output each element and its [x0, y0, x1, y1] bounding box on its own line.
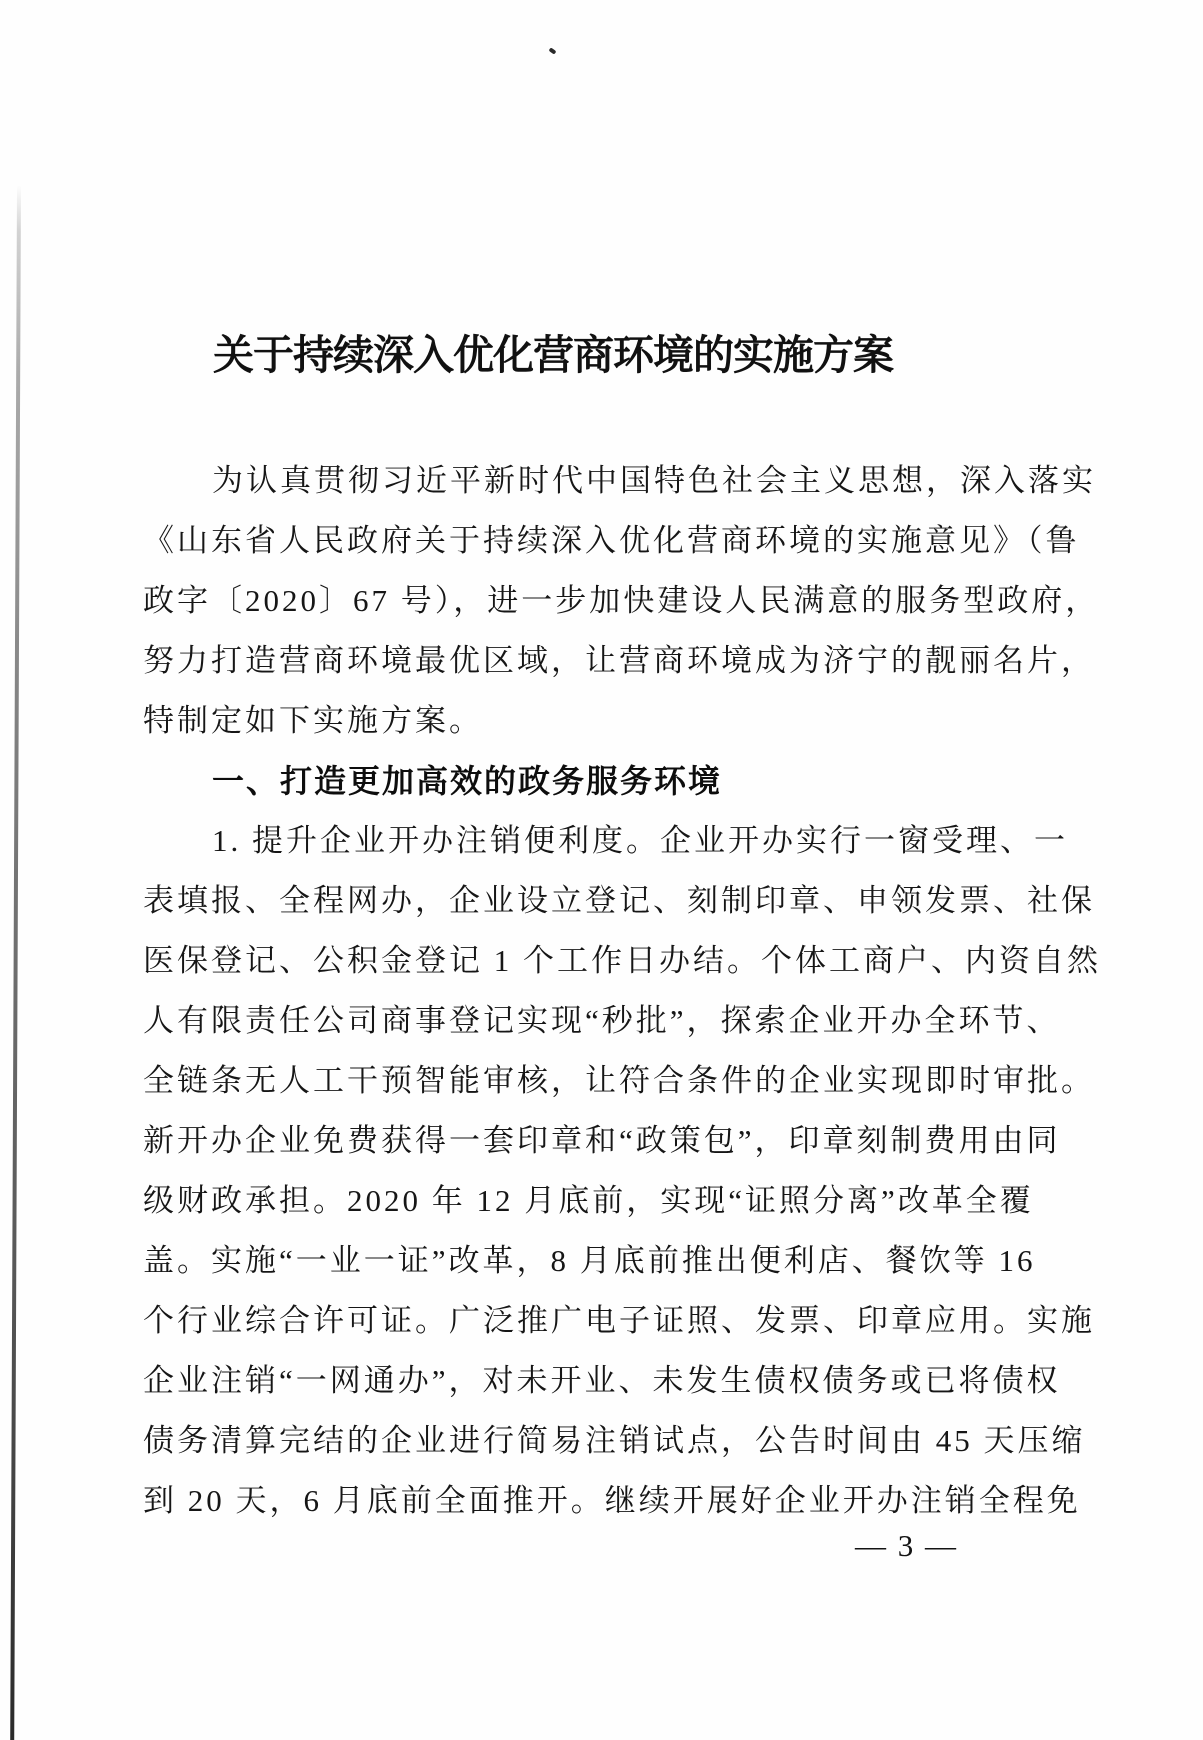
para2-line: 人有限责任公司商事登记实现“秒批”，探索企业开办全环节、 — [143, 1003, 1061, 1038]
page-number: — 3 — — [855, 1528, 958, 1563]
para2-line: 债务清算完结的企业进行简易注销试点，公告时间由 45 天压缩 — [143, 1423, 1086, 1458]
para2-line: 表填报、全程网办，企业设立登记、刻制印章、申领发票、社保 — [143, 883, 1095, 918]
para2-line: 个行业综合许可证。广泛推广电子证照、发票、印章应用。实施 — [143, 1303, 1095, 1338]
para2-line: 1. 提升企业开办注销便利度。企业开办实行一窗受理、一 — [212, 823, 1068, 858]
para2-line: 全链条无人工干预智能审核，让符合条件的企业实现即时审批。 — [143, 1063, 1095, 1098]
page-title: 关于持续深入优化营商环境的实施方案 — [213, 332, 893, 378]
para1-line: 政字〔2020〕67 号），进一步加快建设人民满意的服务型政府， — [143, 583, 1100, 618]
section-heading-1: 一、打造更加高效的政务服务环境 — [212, 763, 723, 799]
para2-line: 新开办企业免费获得一套印章和“政策包”，印章刻制费用由同 — [143, 1123, 1061, 1158]
para1-line: 《山东省人民政府关于持续深入优化营商环境的实施意见》（鲁 — [143, 523, 1080, 558]
document-body — [143, 451, 1101, 1531]
ink-speck — [548, 47, 556, 54]
para2-line: 到 20 天，6 月底前全面推开。继续开展好企业开办注销全程免 — [143, 1483, 1081, 1518]
para2-line: 企业注销“一网通办”，对未开业、未发生债权债务或已将债权 — [143, 1363, 1061, 1398]
para2-line: 级财政承担。2020 年 12 月底前，实现“证照分离”改革全覆 — [143, 1183, 1034, 1218]
para2-line: 医保登记、公积金登记 1 个工作日办结。个体工商户、内资自然 — [143, 943, 1101, 978]
para1-line: 特制定如下实施方案。 — [143, 703, 483, 738]
para1-line: 努力打造营商环境最优区域，让营商环境成为济宁的靓丽名片， — [143, 643, 1095, 678]
para1-line: 为认真贯彻习近平新时代中国特色社会主义思想，深入落实 — [212, 463, 1096, 498]
scan-artifact-line — [10, 185, 21, 1740]
para2-line: 盖。实施“一业一证”改革，8 月底前推出便利店、餐饮等 16 — [143, 1243, 1036, 1278]
